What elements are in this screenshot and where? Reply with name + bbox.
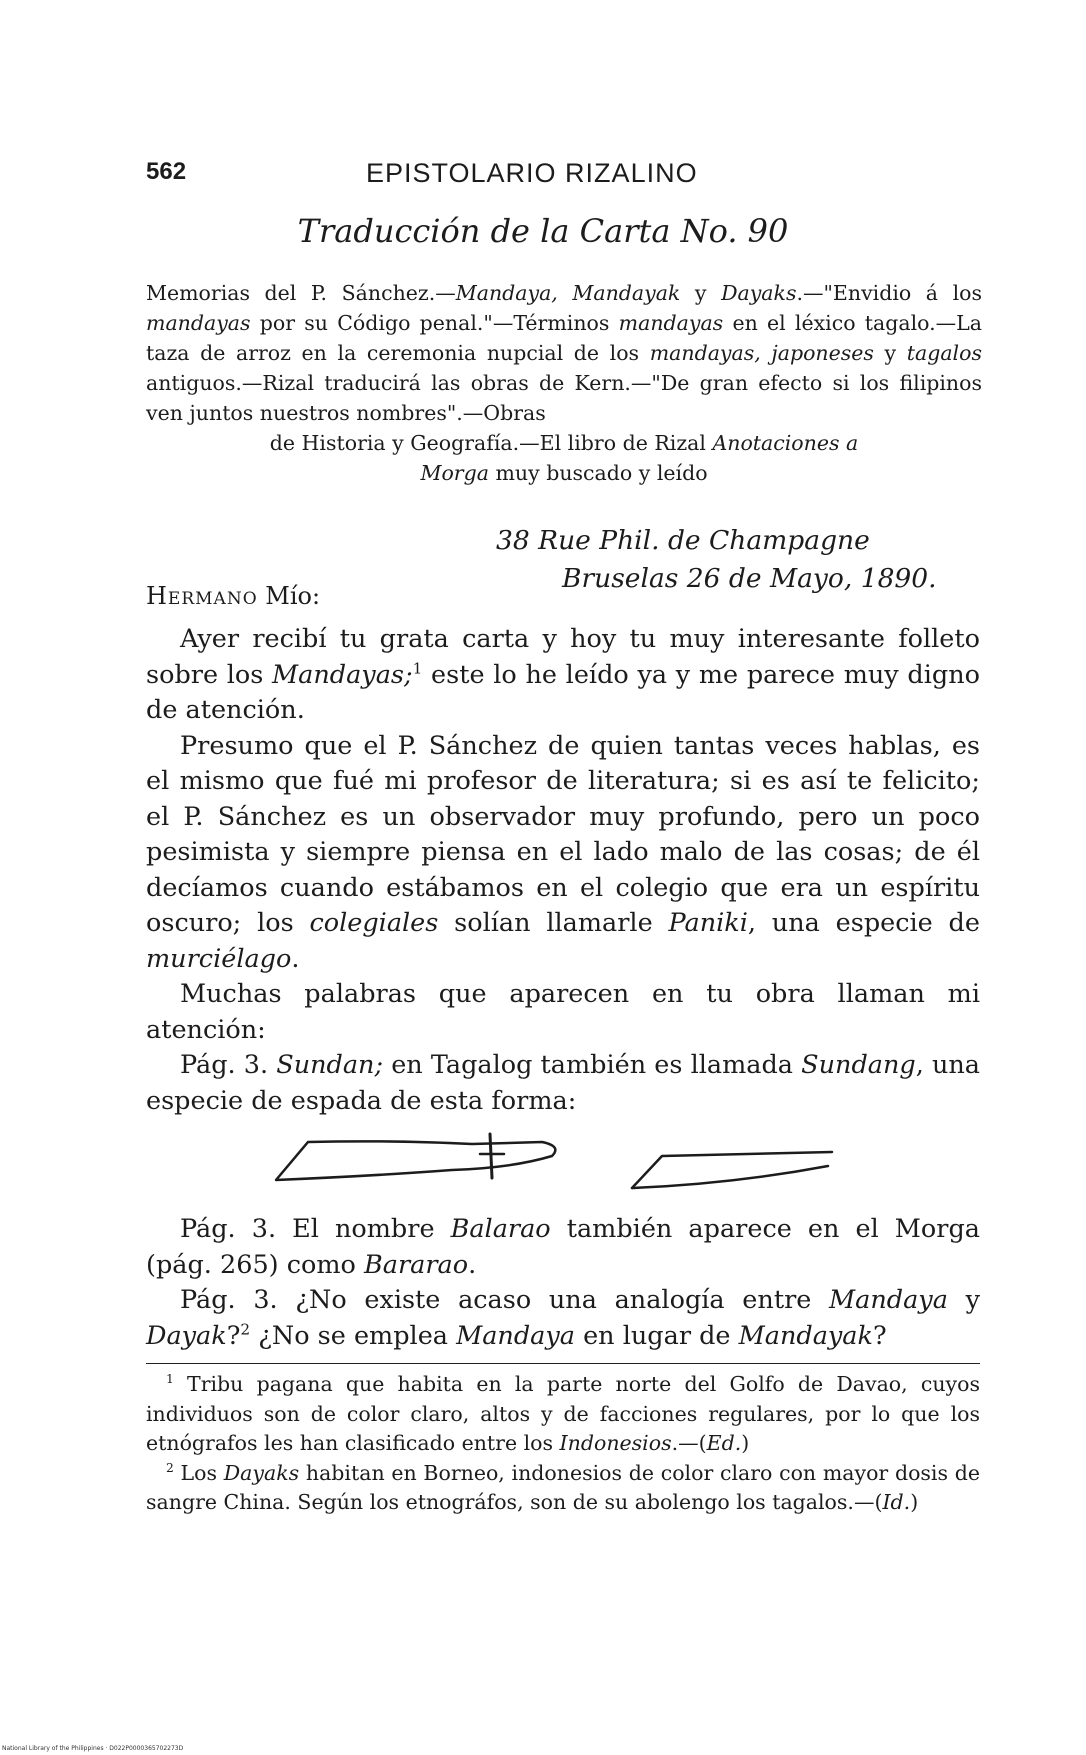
summary-text: Memorias del P. Sánchez.—: [146, 281, 456, 305]
paragraph: Pág. 3. Sundan; en Tagalog también es llamada Sundang, una especie de espada de esta forma:: [146, 1050, 980, 1116]
letter-summary: [146, 278, 982, 428]
paragraph: Pág. 3. ¿No existe acaso una analogía entre Mandaya y Dayak?$^2$ ¿No se emplea Mandaya en lugar de Mandayak?: [146, 1285, 980, 1351]
summary-text: .—"Envidio á los: [796, 281, 982, 305]
paragraph: Muchas palabras que aparecen en tu obra llaman mi atención:: [146, 979, 980, 1045]
summary-italic: Anotaciones a: [712, 431, 859, 455]
paragraph: Ayer recibí tu grata carta y hoy tu muy interesante folleto sobre los Mandayas;$^1$ este lo he leído ya y me parece muy digno de atención.: [146, 624, 980, 725]
paragraph: Pág. 3. El nombre Balarao también aparece en el Morga (pág. 265) como Bararao.: [146, 1214, 980, 1280]
scan-imprint: National Library of the Philippines · D022P0000365702273D: [2, 1745, 184, 1752]
address-street: 38 Rue Phil. de Champagne: [496, 525, 870, 556]
page-number: 562: [146, 158, 187, 185]
page-header: [146, 158, 976, 198]
address-dateline: Bruselas 26 de Mayo, 1890.: [562, 563, 937, 594]
summary-italic: Morga: [420, 461, 489, 485]
footnotes: [146, 1370, 980, 1518]
footnote: $^1$ Tribu pagana que habita en la parte norte del Golfo de Davao, cuyos individuos son de color claro, altos y de facciones regulares, por lo que los etnógrafos les han clasificado entre los Indonesios.—(Ed.): [146, 1372, 980, 1455]
letter-summary-tail: [146, 428, 982, 488]
sundang-sketch-2: [632, 1152, 832, 1188]
letter-body: [146, 622, 980, 1119]
salutation-rest: Mío:: [257, 582, 321, 610]
summary-text: en el léxico tagalo.—La taza de arroz en la ceremonia nupcial de los: [146, 311, 982, 365]
summary-text: de Historia y Geografía.—El libro de Rizal: [269, 431, 713, 455]
summary-text: antiguos.—Rizal traducirá las obras de Kern.—"De gran efecto si los filipinos ven juntos nuestros nombres".—Obras: [146, 371, 982, 425]
summary-text: y: [873, 341, 907, 365]
summary-italic: mandayas, japoneses: [649, 341, 874, 365]
footnote-mark: 1: [166, 1372, 174, 1387]
summary-italic: tagalos: [906, 341, 982, 365]
summary-italic: mandayas: [618, 311, 724, 335]
footnote: $^2$ Los Dayaks habitan en Borneo, indonesios de color claro con mayor dosis de sangre China. Según los etnográfos, son de su abolengo los tagalos.—(Id.): [146, 1460, 980, 1514]
footnote-divider: [146, 1363, 980, 1364]
paragraph: Presumo que el P. Sánchez de quien tantas veces hablas, es el mismo que fué mi profesor de literatura; si es así te felicito; el P. Sánchez es un observador muy profundo, pero un poco pesimista y siempre piensa en el lado malo de las cosas; de él decíamos cuando estábamos en el colegio que era un espíritu oscuro; los colegiales solían llamarle Paniki, una especie de murciélago.: [146, 730, 980, 974]
summary-italic: mandayas: [146, 311, 251, 335]
summary-text: y: [680, 281, 722, 305]
footnote-mark: 2: [166, 1460, 174, 1475]
letter-body-continued: [146, 1212, 980, 1354]
salutation: [146, 582, 320, 610]
running-head: EPISTOLARIO RIZALINO: [366, 158, 698, 188]
summary-text: muy buscado y leído: [488, 461, 708, 485]
footnote-ref: 2: [240, 1320, 251, 1338]
letter-address: [496, 522, 937, 598]
summary-italic: Dayaks: [721, 281, 797, 305]
letter-title: Traducción de la Carta No. 90: [297, 212, 789, 250]
sword-sketches: [272, 1132, 852, 1192]
sundang-sketch-1: [276, 1134, 555, 1180]
summary-italic: Mandaya, Mandayak: [455, 281, 681, 305]
summary-text: por su Código penal."—Términos: [250, 311, 619, 335]
salutation-smallcaps: Hermano: [146, 582, 258, 610]
footnote-ref: 1: [412, 659, 423, 677]
